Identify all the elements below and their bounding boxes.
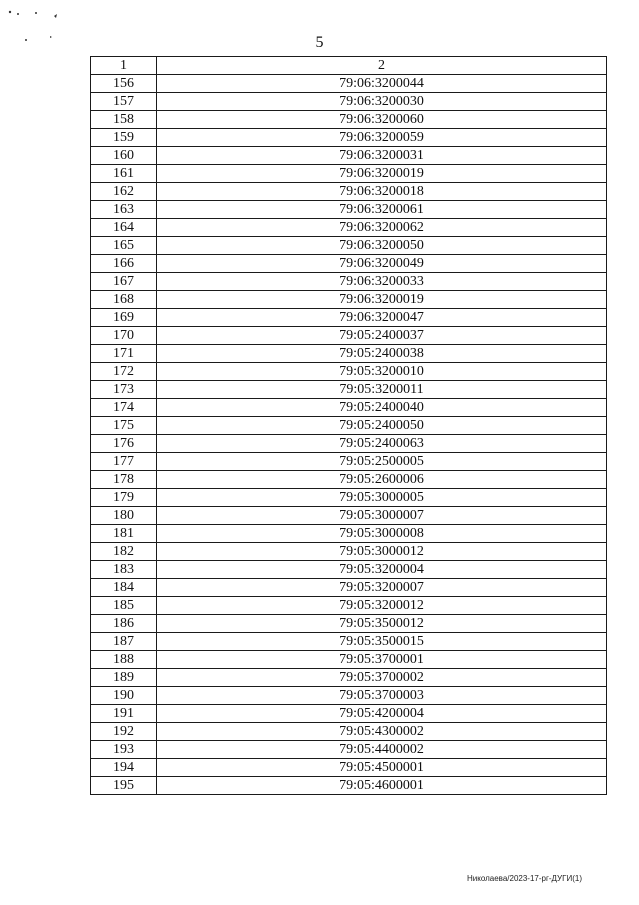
row-number-cell: 193	[91, 741, 157, 759]
table-row	[91, 129, 607, 147]
table-row	[91, 435, 607, 453]
cadastral-number-cell: 79:05:3000005	[157, 489, 607, 507]
table-row	[91, 147, 607, 165]
cadastral-number-cell: 79:05:3000012	[157, 543, 607, 561]
table-row	[91, 75, 607, 93]
table-row	[91, 309, 607, 327]
table-row	[91, 93, 607, 111]
row-number-cell: 171	[91, 345, 157, 363]
cadastral-number-cell: 79:06:3200044	[157, 75, 607, 93]
row-number-cell: 181	[91, 525, 157, 543]
row-number-cell: 159	[91, 129, 157, 147]
cadastral-number-cell: 79:05:3500012	[157, 615, 607, 633]
cadastral-number-cell: 79:05:2600006	[157, 471, 607, 489]
cadastral-number-cell: 79:05:3000007	[157, 507, 607, 525]
table-row	[91, 471, 607, 489]
row-number-cell: 185	[91, 597, 157, 615]
cadastral-number-cell: 79:05:4400002	[157, 741, 607, 759]
cadastral-number-cell: 79:05:3700001	[157, 651, 607, 669]
row-number-cell: 172	[91, 363, 157, 381]
row-number-cell: 187	[91, 633, 157, 651]
cadastral-number-cell: 79:06:3200060	[157, 111, 607, 129]
table-row	[91, 381, 607, 399]
row-number-cell: 162	[91, 183, 157, 201]
table-row	[91, 345, 607, 363]
table-row	[91, 723, 607, 741]
table-row	[91, 111, 607, 129]
cadastral-number-cell: 79:06:3200059	[157, 129, 607, 147]
table-row	[91, 273, 607, 291]
cadastral-number-cell: 79:06:3200033	[157, 273, 607, 291]
row-number-cell: 160	[91, 147, 157, 165]
row-number-cell: 168	[91, 291, 157, 309]
cadastral-number-cell: 79:05:3000008	[157, 525, 607, 543]
row-number-cell: 178	[91, 471, 157, 489]
cadastral-number-cell: 79:05:4500001	[157, 759, 607, 777]
cadastral-number-cell: 79:05:3200011	[157, 381, 607, 399]
cadastral-number-cell: 79:06:3200050	[157, 237, 607, 255]
cadastral-number-cell: 79:06:3200030	[157, 93, 607, 111]
row-number-cell: 163	[91, 201, 157, 219]
row-number-cell: 179	[91, 489, 157, 507]
row-number-cell: 164	[91, 219, 157, 237]
row-number-cell: 173	[91, 381, 157, 399]
table-row	[91, 165, 607, 183]
row-number-cell: 170	[91, 327, 157, 345]
row-number-cell: 195	[91, 777, 157, 795]
cadastral-number-cell: 79:05:2500005	[157, 453, 607, 471]
table-header-row	[91, 57, 607, 75]
cadastral-number-cell: 79:06:3200019	[157, 165, 607, 183]
row-number-cell: 183	[91, 561, 157, 579]
table-row	[91, 777, 607, 795]
cadastral-number-cell: 79:06:3200018	[157, 183, 607, 201]
cadastral-number-cell: 79:05:3700002	[157, 669, 607, 687]
row-number-cell: 180	[91, 507, 157, 525]
table-row	[91, 651, 607, 669]
cadastral-number-cell: 79:05:2400038	[157, 345, 607, 363]
table-row	[91, 291, 607, 309]
page-number: 5	[315, 34, 324, 51]
row-number-cell: 188	[91, 651, 157, 669]
table-row	[91, 687, 607, 705]
row-number-cell: 167	[91, 273, 157, 291]
row-number-cell: 186	[91, 615, 157, 633]
table-row	[91, 237, 607, 255]
row-number-cell: 156	[91, 75, 157, 93]
row-number-cell: 161	[91, 165, 157, 183]
table-row	[91, 705, 607, 723]
cadastral-number-cell: 79:05:3200004	[157, 561, 607, 579]
cadastral-number-cell: 79:05:3500015	[157, 633, 607, 651]
table-row	[91, 579, 607, 597]
table-row	[91, 507, 607, 525]
row-number-cell: 191	[91, 705, 157, 723]
cadastral-number-cell: 79:06:3200061	[157, 201, 607, 219]
table-row	[91, 399, 607, 417]
table-row	[91, 219, 607, 237]
table-row	[91, 759, 607, 777]
cadastral-number-cell: 79:06:3200031	[157, 147, 607, 165]
data-table	[90, 56, 607, 795]
row-number-cell: 190	[91, 687, 157, 705]
row-number-cell: 165	[91, 237, 157, 255]
table-row	[91, 741, 607, 759]
cadastral-number-cell: 79:05:2400037	[157, 327, 607, 345]
table-row	[91, 597, 607, 615]
cadastral-number-cell: 79:05:3200007	[157, 579, 607, 597]
row-number-cell: 194	[91, 759, 157, 777]
row-number-cell: 176	[91, 435, 157, 453]
row-number-cell: 175	[91, 417, 157, 435]
table-row	[91, 453, 607, 471]
cadastral-number-cell: 79:06:3200047	[157, 309, 607, 327]
cadastral-number-cell: 79:05:2400040	[157, 399, 607, 417]
cadastral-number-cell: 79:05:4600001	[157, 777, 607, 795]
cadastral-number-cell: 79:05:4300002	[157, 723, 607, 741]
row-number-cell: 184	[91, 579, 157, 597]
table-row	[91, 525, 607, 543]
column-header-number: 1	[91, 57, 157, 75]
cadastral-number-cell: 79:05:2400063	[157, 435, 607, 453]
table-row	[91, 615, 607, 633]
column-header-cadastral: 2	[157, 57, 607, 75]
cadastral-number-cell: 79:05:3700003	[157, 687, 607, 705]
row-number-cell: 166	[91, 255, 157, 273]
cadastral-number-cell: 79:05:3200012	[157, 597, 607, 615]
row-number-cell: 158	[91, 111, 157, 129]
row-number-cell: 189	[91, 669, 157, 687]
table-body	[91, 57, 607, 795]
table-row	[91, 561, 607, 579]
row-number-cell: 174	[91, 399, 157, 417]
cadastral-number-cell: 79:05:3200010	[157, 363, 607, 381]
cadastral-number-cell: 79:05:4200004	[157, 705, 607, 723]
footer-reference: Николаева/2023-17-рг-ДУГИ(1)	[466, 874, 582, 883]
row-number-cell: 177	[91, 453, 157, 471]
table-row	[91, 543, 607, 561]
table-row	[91, 183, 607, 201]
table-row	[91, 201, 607, 219]
table-row	[91, 489, 607, 507]
row-number-cell: 192	[91, 723, 157, 741]
table-row	[91, 633, 607, 651]
row-number-cell: 169	[91, 309, 157, 327]
table-row	[91, 255, 607, 273]
table-row	[91, 327, 607, 345]
cadastral-number-cell: 79:06:3200062	[157, 219, 607, 237]
cadastral-number-cell: 79:05:2400050	[157, 417, 607, 435]
table-row	[91, 363, 607, 381]
table-row	[91, 669, 607, 687]
row-number-cell: 157	[91, 93, 157, 111]
cadastral-number-cell: 79:06:3200049	[157, 255, 607, 273]
row-number-cell: 182	[91, 543, 157, 561]
cadastral-number-cell: 79:06:3200019	[157, 291, 607, 309]
table-row	[91, 417, 607, 435]
